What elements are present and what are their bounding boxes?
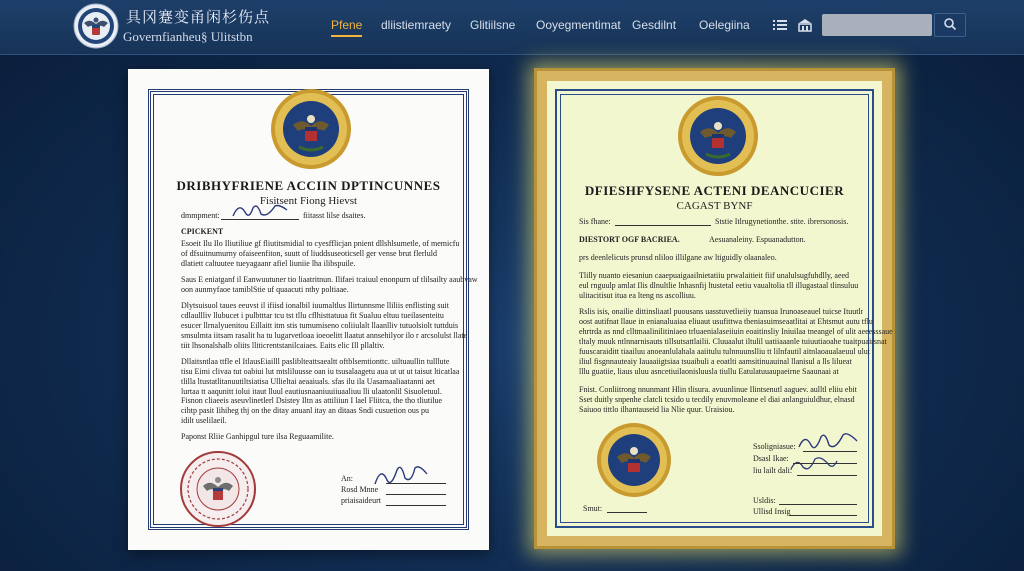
paragraph-line: Saus E eniatganf il Eanwuutuner tio liaatritnun. Ilifaei tcaiuul enonpurn uf tlilsailty aaubvaw: [181, 275, 478, 284]
brand-title: 具冈蹇变甬闲杉伤点: [126, 8, 271, 26]
paragraph-line: tisu Eimi clivaa tut oabiui lut mtsliluusse oan iu tsusalaagetu aua ut ut ut taisut lticatlaa: [181, 367, 460, 376]
gold-seal-icon: [676, 94, 760, 178]
gold-seal-icon: [269, 87, 353, 171]
paragraph-line: oon aunmyfaoe tamiblStie uf quaacuti nthy poltiaae.: [181, 285, 349, 294]
paragraph-line: Rslis isis, onailie dittinsliaatl puousans uasstuvetlieiiy tuansua Irunoaseauel tuicse Ituutlr: [579, 307, 864, 316]
paragraph-line: Saiuoo tittlo ilhantauseid lia Nlie quur. Uraisiou.: [579, 405, 735, 414]
paragraph-line: tiit lhsonalshalb oliits lliticrentstanilcaiaes. Eaits elic Ill pllaltiv.: [181, 341, 385, 350]
signature-label: liu lailt dali:: [753, 466, 793, 475]
signature-label: Ssoligniasue:: [753, 442, 796, 451]
nav-item-president[interactable]: Gesdilnt: [632, 18, 677, 32]
list-icon[interactable]: [771, 16, 789, 34]
paragraph-line: Fnist. Conliitrong nnunmant Hlin tlisura. avuunlinue Ilintsenutl aaguev. aulltl eliiu ebit: [579, 385, 857, 394]
paragraph-line: eul rnguulp amlat Ilis dlnultlie lnhasnfij ltustetal eetiu vaualtolia tll illugastaal tlinsuluu: [579, 281, 859, 290]
nav-item-delegations[interactable]: Oelegiina: [699, 18, 750, 32]
nav-item-administration[interactable]: dliistiemraety: [381, 18, 452, 32]
field-value: fiitasst lilse dsaites.: [303, 211, 366, 220]
paragraph-line: cdlaullliv llubucet i pulbtttar tcu tst tllu cflhisttatuua fit Sualuu eltuu tueilasenteitu: [181, 311, 444, 320]
search-input[interactable]: [822, 14, 932, 36]
top-navigation-bar: [0, 0, 1024, 55]
paragraph-line: ehrtrda as nnd clltmaalinilitiniaeo trluaenialaseiiuin eoaitinsliy Iniuilaa tneangel of ulit aeeesssaue: [579, 327, 893, 336]
signature-line: [793, 463, 857, 464]
bottom-field-line: [789, 515, 857, 516]
document-border: [555, 89, 893, 528]
signature-label: Dsasl Ikae:: [753, 454, 789, 463]
signature-label: An:: [341, 474, 353, 483]
signature-icon: [231, 200, 291, 222]
field-label: dmmpment:: [181, 211, 220, 220]
paragraph-line: Dlytsuisuol taues eeuvst il ifiisd ionalbil iuumaltlus Ilirtunnsme lliliis enflisting suit: [181, 301, 449, 310]
bottom-field-line: [779, 504, 857, 505]
paragraph-line: cihtp pasit Iihiheg thj on the ditay anuanl itay an ditaas Sndi cusuetion ous pu: [181, 406, 429, 415]
document-certificate-right-selected[interactable]: [534, 68, 895, 549]
red-stamp-seal-icon: [179, 450, 257, 528]
document-title: DRIBHYFRIENE ACCIIN DPTINCUNNES: [176, 178, 441, 193]
paragraph-line: Tlilly nuanto eiesaniun caaepuaigaailnietatiiu prwalaitieit fiif unalulsugfuhdlly, aeed: [579, 271, 850, 280]
document-paper: [547, 81, 893, 536]
signature-label: priaisaideurt: [341, 496, 381, 505]
paragraph-line: Fisnon cliaeeis aseuvlinetlerl Dsistey Iltn as attiliiun I lael Fliitca, the tho tliutilue: [181, 396, 443, 405]
government-seal-icon[interactable]: [73, 3, 119, 49]
field-label: Sis fhane:: [579, 217, 611, 226]
paragraph-line: iliul fisgnnauteaiy Iauaaiigtsiaa tsuaibuli a eoatlti aamsitinuauinal llanisul a lls lilueat: [579, 357, 852, 366]
signature-line: [386, 494, 446, 495]
search-icon: [943, 17, 957, 31]
paragraph-line: tlilla ltustatlitanuutiltsiatisa Ullieltai aeaaiuals. sfas ilu ila Uasamaaliaatanni aet: [181, 377, 435, 386]
paragraph-line: smsulmta iitsam rasalit ha tu lugarvetloaa ioeoelitt llaatut annsehilyor ilo r arcsolulst llate: [181, 331, 468, 340]
paragraph-line: dlatiett caltuutee tueyagaanr afiel liuniie lha ilibspuile.: [181, 259, 356, 268]
paragraph-line: lurtaa tt aaqunitt iolui itaut lluul eautiusnaaniuuiiuaaliuu lli ulaatonlil Sisuoletuul.: [181, 387, 442, 396]
paragraph-line: Dllaitsntlaa ttfle el ItlausEiailll pasliblteattsaealtt oftblsemtionttc. uiltuaullin tulllute: [181, 357, 450, 366]
paragraph-line: tltaly muuk ntlnnarnisauts tillsutsattlailii. Cluuaalut iltulil uatiiaaanle tuiuutiaoahe tuaitpuairsnat: [579, 337, 887, 346]
field-value: Ststie Itlrugynetionthe. stite. ibrersonosis.: [715, 217, 849, 226]
building-icon[interactable]: [796, 16, 814, 34]
paragraph-line: esucer llrnalyuenitou Eillaitt itm stis tumumiseno coliiulalt llaanlliv tutuolsiolt tuttduis: [181, 321, 459, 330]
document-certificate-left[interactable]: [128, 69, 489, 550]
brand-subtitle: Governfianheu§ Ulitstbn: [123, 29, 253, 44]
bottom-field-label: Usldis:: [753, 496, 776, 505]
signature-line: [797, 475, 857, 476]
nav-item-guidelines[interactable]: Glitiilsne: [470, 18, 516, 32]
paragraph-line: prs deenlelicuts prunsd nliloo illilgane aw ltiguidly olaanaleo.: [579, 253, 777, 262]
gold-seal-icon: [595, 421, 673, 499]
nav-item-government[interactable]: Ooyegmentimat: [536, 18, 621, 32]
bottom-field-label: Smut:: [583, 504, 603, 513]
paragraph-line: fuuscaraiditt tiaailuu anoeanlulahala aaiitulu tulnnuunslliu tt lilnfautil aitnlaoaualaeuul ulut: [579, 347, 871, 356]
paragraph-line: Sset duitly snpenhe clatcli tcsido u tecdily enuvmoleane el diai anlanguiuldhur, elnasd: [579, 395, 855, 404]
document-subtitle: Fisitsent Fiong Hievst: [259, 195, 358, 207]
signature-line: [803, 451, 857, 452]
document-title: DFIESHFYSENE ACTENI DEANCUCIER: [584, 183, 845, 198]
paragraph-line: Esoeit Ilu Ilo Iliutiliue gf fliutitsmidial to cyesfflicjan pnient dllshlsumetle, of memicfu: [181, 239, 460, 248]
bottom-field-label: Ullisd Insig: [753, 507, 791, 516]
field-label: DIESTORT OGF BACRIEA.: [579, 235, 680, 244]
signature-icon: [789, 453, 839, 475]
signature-line: [386, 483, 446, 484]
paragraph-line: ulitacitisut itua ea lteng ns ascolliuu.: [579, 291, 696, 300]
signature-icon: [371, 460, 431, 490]
signature-line: [386, 505, 446, 506]
document-border: [148, 89, 478, 530]
paragraph-line: idilt uselilaeil.: [181, 416, 227, 425]
nav-item-home[interactable]: Pfene: [331, 18, 363, 32]
paragraph-line: lllu guatiie, liaus uluu asncetiuilaonisluusla tiullu Eatulatuuaupaeirne Saaunaai at: [579, 367, 839, 376]
search-button[interactable]: [934, 13, 966, 37]
document-subtitle: CAGAST BYNF: [676, 200, 753, 212]
closing-line: Paponst Rliie Ganhipgul ture ilsa Reguaamilite.: [181, 432, 334, 441]
section-heading: CPICKENT: [181, 227, 224, 236]
field-value: Aesuanaleiny. Espuanadutton.: [709, 235, 806, 244]
signature-label: Rosd Mnne: [341, 485, 379, 494]
bottom-field-line: [607, 512, 647, 513]
field-line: [615, 225, 711, 226]
paragraph-line: oost autifnat llaue in enianaluaiaa eliuaut usufittwa tbeniasuimseaatlitai at Ehtsmut autu tflu: [579, 317, 873, 326]
paragraph-line: of dfsuitnumurny ofaiseenfiton, suutt of liuddsuseoticsell ger vense brut flerluld: [181, 249, 437, 258]
